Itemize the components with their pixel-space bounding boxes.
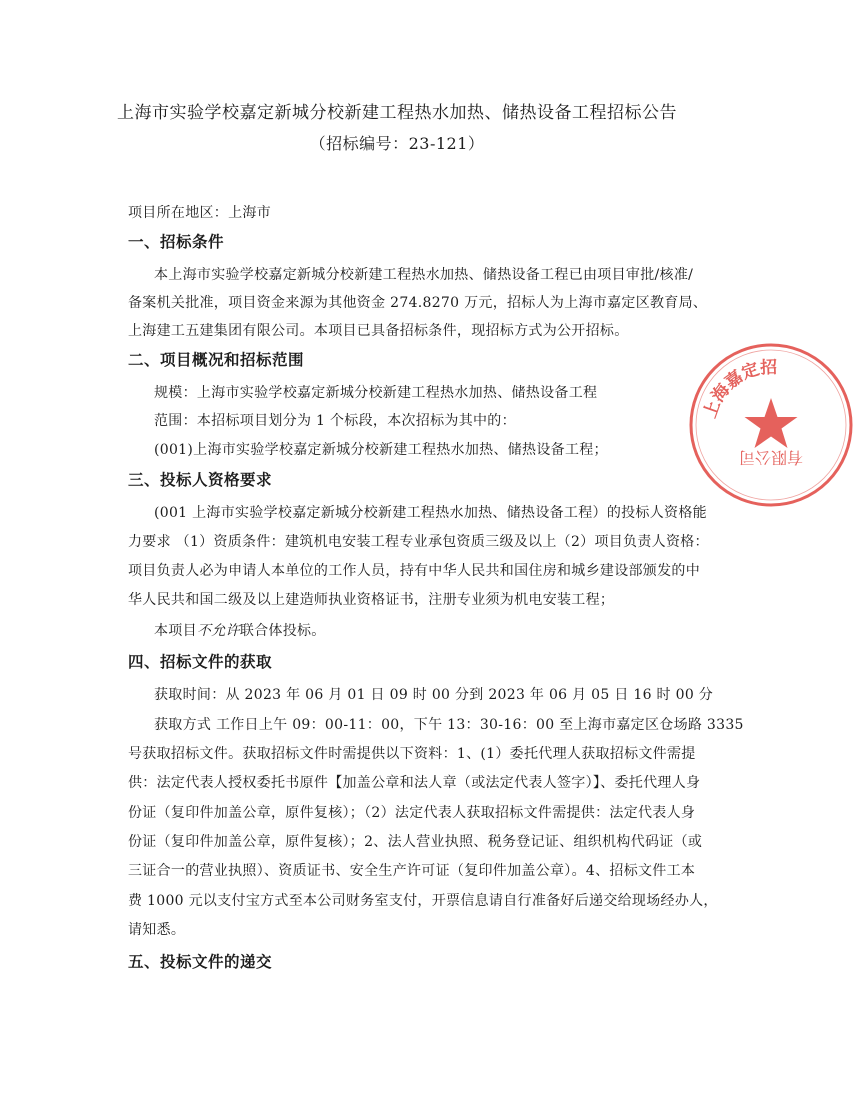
consortium-not-allowed: 不允许 — [196, 623, 240, 639]
project-lot: (001)上海市实验学校嘉定新城分校新建工程热水加热、储热设备工程； — [154, 442, 608, 458]
section-4-line: 请知悉。 — [128, 922, 186, 938]
document-title: 上海市实验学校嘉定新城分校新建工程热水加热、储热设备工程招标公告 — [117, 103, 677, 123]
section-1-line: 备案机关批准，项目资金来源为其他资金 274.8270 万元，招标人为上海市嘉定区教育局、 — [128, 295, 708, 311]
section-4-line: 三证合一的营业执照）、资质证书、安全生产许可证（复印件加盖公章）。4、招标文件工本 — [128, 863, 696, 879]
project-region: 项目所在地区：上海市 — [128, 205, 271, 221]
section-1-line: 上海建工五建集团有限公司。本项目已具备招标条件，现招标方式为公开招标。 — [128, 323, 629, 339]
acquisition-time: 获取时间：从 2023 年 06 月 01 日 09 时 00 分到 2023 年 06 月 05 日 16 时 00 分 — [154, 687, 714, 703]
seal-top-text: 上海嘉定招 — [700, 357, 778, 421]
section-3-heading: 三、投标人资格要求 — [128, 471, 273, 489]
tender-number: （招标编号：23-121） — [309, 134, 485, 153]
section-4-line: 份证（复印件加盖公章，原件复核）；2、法人营业执照、税务登记证、组织机构代码证（或 — [128, 834, 703, 850]
section-3-line: (001 上海市实验学校嘉定新城分校新建工程热水加热、储热设备工程）的投标人资格能 — [154, 505, 707, 521]
section-4-line: 供：法定代表人授权委托书原件【加盖公章和法人章（或法定代表人签字）】、委托代理人身 — [128, 775, 701, 791]
seal-bottom-text: 有限公司 — [738, 448, 804, 467]
section-1-heading: 一、招标条件 — [128, 233, 225, 251]
consortium-statement — [154, 620, 694, 640]
section-4-line: 份证（复印件加盖公章，原件复核）；（2）法定代表人获取招标文件需提供：法定代表人身 — [128, 805, 696, 821]
section-4-line: 获取方式 工作日上午 09：00-11：00，下午 13：30-16：00 至上海市嘉定区仓场路 3335 — [154, 717, 744, 733]
section-1-line: 本上海市实验学校嘉定新城分校新建工程热水加热、储热设备工程已由项目审批/核准/ — [154, 267, 694, 283]
consortium-prefix: 本项目 — [154, 623, 197, 639]
company-seal — [686, 340, 856, 510]
project-scope: 范围：本招标项目划分为 1 个标段，本次招标为其中的： — [154, 413, 516, 429]
section-4-line: 费 1000 元以支付宝方式至本公司财务室支付，开票信息请自行准备好后递交给现场经办人， — [128, 893, 718, 909]
consortium-suffix: 联合体投标。 — [239, 623, 326, 639]
seal-star-icon — [745, 398, 798, 448]
section-2-heading: 二、项目概况和招标范围 — [128, 351, 305, 369]
section-4-heading: 四、招标文件的获取 — [128, 653, 273, 671]
section-3-line: 力要求 （1）资质条件：建筑机电安装工程专业承包资质三级及以上（2）项目负责人资格： — [128, 534, 709, 550]
section-5-heading: 五、投标文件的递交 — [128, 953, 273, 971]
section-4-line: 号获取招标文件。获取招标文件时需提供以下资料：1、(1）委托代理人获取招标文件需提 — [128, 746, 696, 762]
section-3-line: 华人民共和国二级及以上建造师执业资格证书，注册专业须为机电安装工程； — [128, 592, 615, 608]
project-scale: 规模：上海市实验学校嘉定新城分校新建工程热水加热、储热设备工程 — [154, 385, 598, 401]
section-3-line: 项目负责人必为申请人本单位的工作人员，持有中华人民共和国住房和城乡建设部颁发的中 — [128, 563, 700, 579]
